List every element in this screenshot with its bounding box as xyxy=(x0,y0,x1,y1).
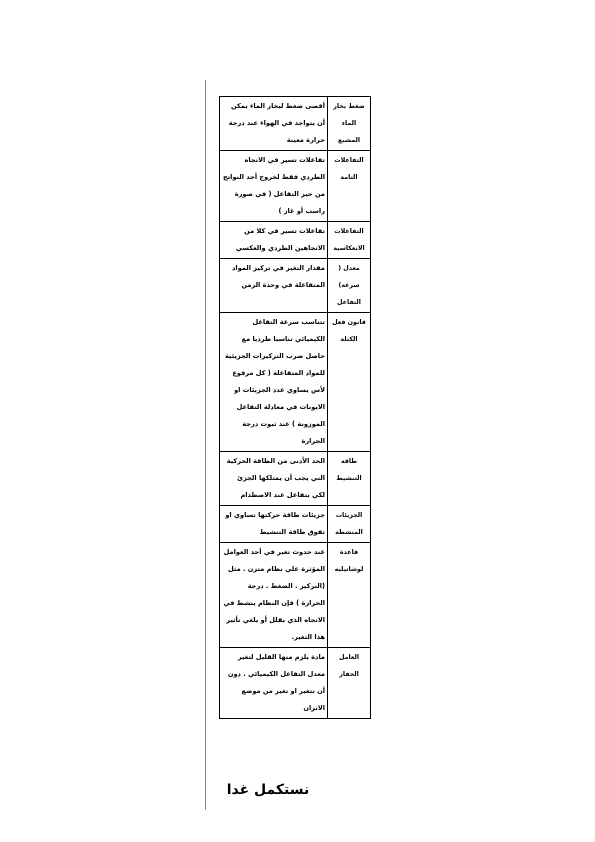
term-cell: التفاعلات التامة xyxy=(328,151,371,222)
definition-cell: مادة يلزم منها القليل لتغير معدل التفاعل الكيميائي . دون أن تتغير او تغير من موضع الاتزان xyxy=(220,648,328,719)
definition-cell: تفاعلات تسير في كلا من الاتجاهين الطردي والعكسي xyxy=(220,222,328,259)
definition-cell: الحد الأدنى من الطاقة الحركية التي يجب أن يمتلكها الجزئ لكي يتفاعل عند الاصطدام xyxy=(220,452,328,506)
term-cell: الجزيئات المنشطة xyxy=(328,506,371,543)
term-cell: التفاعلات الانعكاسية xyxy=(328,222,371,259)
glossary-table xyxy=(219,96,371,719)
definition-cell: جزيئات طاقة حركتها تساوي او تفوق طاقة التنشيط xyxy=(220,506,328,543)
table-row xyxy=(220,313,371,452)
term-cell: قانون فعل الكتلة xyxy=(328,313,371,452)
term-cell: ضغط بخار الماء المشبع xyxy=(328,97,371,151)
definition-cell: تفاعلات تسير في الاتجاه الطردي فقط لخروج أحد النواتج من حيز التفاعل ( في صورة راسب أو غاز ) xyxy=(220,151,328,222)
definition-cell: مقدار التغير في تركيز المواد المتفاعلة في وحدة الزمن xyxy=(220,259,328,313)
definition-cell: عند حدوث تغير في أحد العوامل المؤثرة علي نظام متزن . مثل (التركيز . الضغط . درجة الحرارة ) فإن النظام ينشط في الاتجاه الذي يقلل أو يلغي تأثير هذا التغير. xyxy=(220,543,328,648)
table-row xyxy=(220,543,371,648)
table-row xyxy=(220,506,371,543)
definition-cell: أقصى ضغط لبخار الماء يمكن أن يتواجد في الهواء عند درجة حرارة معينة xyxy=(220,97,328,151)
term-cell: معدل ( سرعة) التفاعل xyxy=(328,259,371,313)
term-cell: العامل الحفاز xyxy=(328,648,371,719)
definition-cell: تتناسب سرعة التفاعل الكيميائي تناسبا طرديا مع حاصل ضرب التركيزات الجزيئية للمواد المتفاعلة ( كل مرفوع لأس يساوي عدد الجزيئات او الايونات في معادلة التفاعل الموزونة ) عند ثبوت درجة الحرارة xyxy=(220,313,328,452)
term-cell: قاعدة لوشاتيليه xyxy=(328,543,371,648)
table-row xyxy=(220,648,371,719)
table-row xyxy=(220,222,371,259)
table-row xyxy=(220,259,371,313)
page-divider-line xyxy=(205,80,206,810)
table-row xyxy=(220,97,371,151)
continuation-note: نستكمل غدا xyxy=(226,782,310,798)
table-row xyxy=(220,151,371,222)
term-cell: طاقة التنشيط xyxy=(328,452,371,506)
table-row xyxy=(220,452,371,506)
